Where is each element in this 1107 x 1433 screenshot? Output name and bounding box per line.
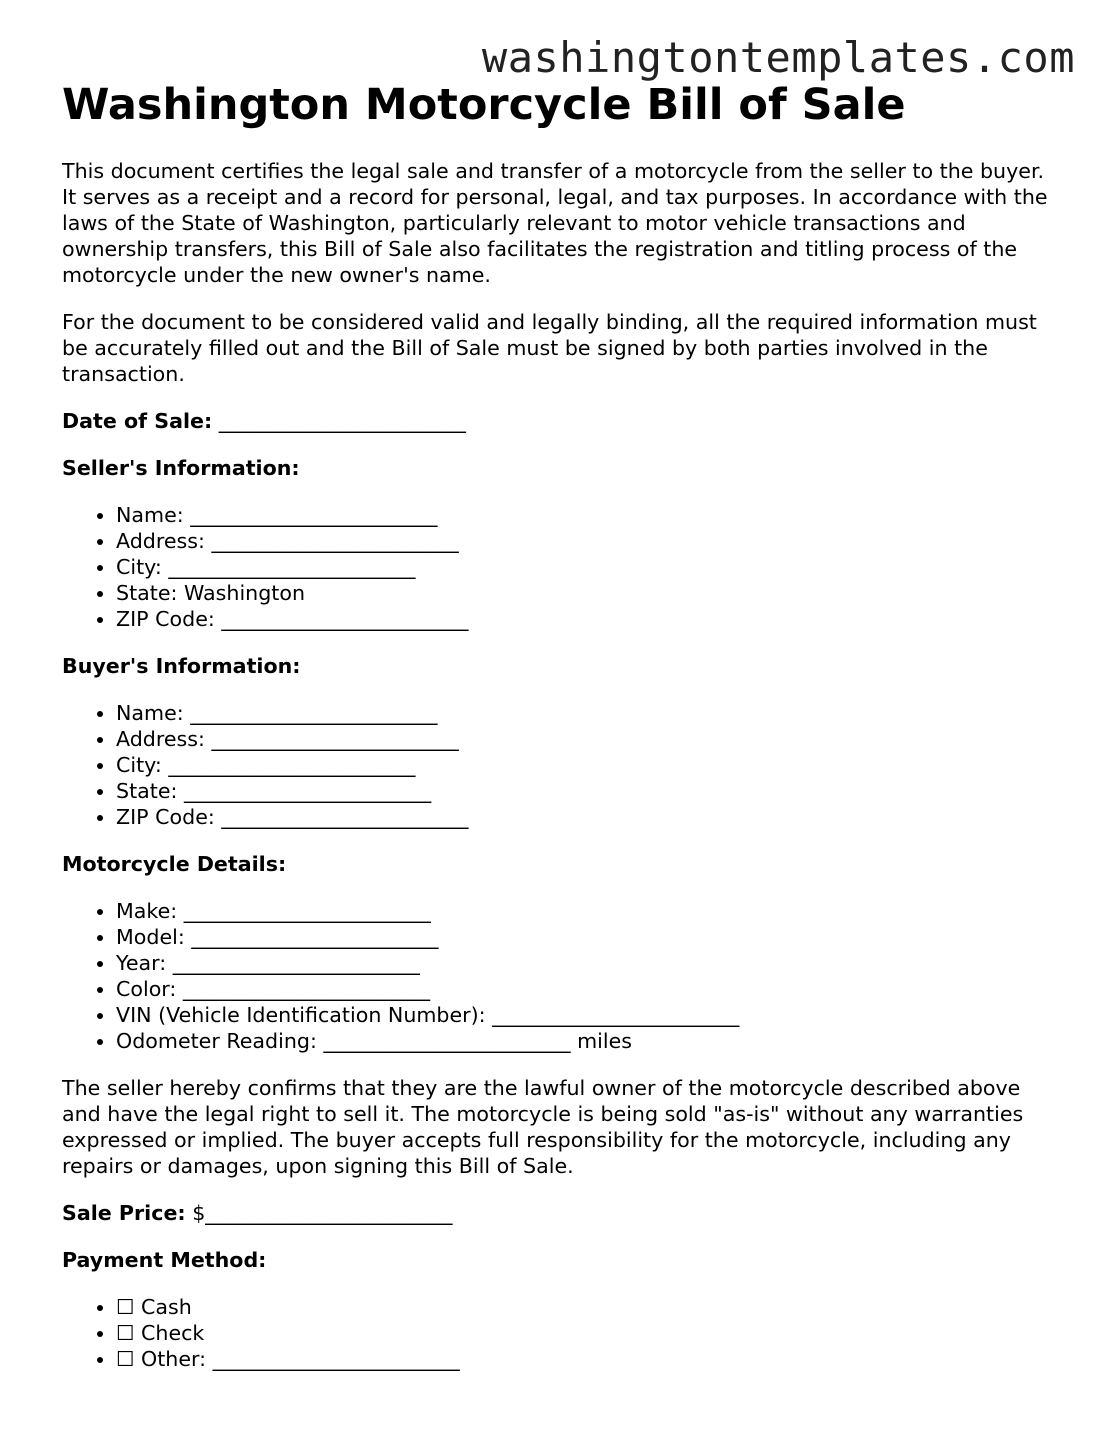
sale-price-blank: $________________________ bbox=[192, 1201, 453, 1225]
intro-paragraph-1: This document certifies the legal sale and transfer of a motorcycle from the seller to the buyer. It serves as a receipt and a record for personal, legal, and tax purposes. In accordance with the laws of the State of Washington, particularly relevant to motor vehicle transactions and ownership transfers, this Bill of Sale also facilitates the registration and titling process of the motorcycle under the new owner's name. bbox=[62, 159, 1048, 287]
motorcycle-year-item: • Year: ________________________ bbox=[116, 950, 1062, 976]
document-body bbox=[62, 76, 1062, 1372]
buyer-info-list bbox=[62, 700, 1062, 830]
date-of-sale-field bbox=[62, 408, 1062, 434]
motorcycle-details-list bbox=[62, 898, 1062, 1054]
payment-other-item: • ☐ Other: ________________________ bbox=[116, 1346, 1062, 1372]
document-title: Washington Motorcycle Bill of Sale bbox=[62, 80, 906, 130]
seller-zip-item: • ZIP Code: ________________________ bbox=[116, 606, 1062, 632]
buyer-city-item: • City: ________________________ bbox=[116, 752, 1062, 778]
buyer-address-item: • Address: ________________________ bbox=[116, 726, 1062, 752]
motorcycle-model-item: • Model: ________________________ bbox=[116, 924, 1062, 950]
seller-state-item: • State: Washington bbox=[116, 580, 1062, 606]
payment-heading: Payment Method: bbox=[62, 1248, 267, 1272]
payment-cash-item: • ☐ Cash bbox=[116, 1294, 1062, 1320]
buyer-state-item: • State: ________________________ bbox=[116, 778, 1062, 804]
buyer-zip-item: • ZIP Code: ________________________ bbox=[116, 804, 1062, 830]
seller-info-list bbox=[62, 502, 1062, 632]
buyer-name-item: • Name: ________________________ bbox=[116, 700, 1062, 726]
sale-price-field bbox=[62, 1200, 1062, 1226]
watermark: washingtontemplates.com bbox=[481, 33, 1075, 82]
seller-address-item: • Address: ________________________ bbox=[116, 528, 1062, 554]
motorcycle-heading: Motorcycle Details: bbox=[62, 852, 287, 876]
motorcycle-make-item: • Make: ________________________ bbox=[116, 898, 1062, 924]
motorcycle-color-item: • Color: ________________________ bbox=[116, 976, 1062, 1002]
seller-heading: Seller's Information: bbox=[62, 456, 300, 480]
intro-paragraph-2: For the document to be considered valid and legally binding, all the required information must be accurately filled out and the Bill of Sale must be signed by both parties involved in the transaction. bbox=[62, 310, 1037, 386]
seller-city-item: • City: ________________________ bbox=[116, 554, 1062, 580]
sale-price-label: Sale Price: bbox=[62, 1201, 186, 1225]
payment-check-item: • ☐ Check bbox=[116, 1320, 1062, 1346]
buyer-heading: Buyer's Information: bbox=[62, 654, 301, 678]
date-of-sale-blank: ________________________ bbox=[218, 409, 466, 433]
seller-name-item: • Name: ________________________ bbox=[116, 502, 1062, 528]
date-of-sale-label: Date of Sale: bbox=[62, 409, 213, 433]
payment-method-list bbox=[62, 1294, 1062, 1372]
closing-paragraph: The seller hereby confirms that they are the lawful owner of the motorcycle described above and have the legal right to sell it. The motorcycle is being sold "as-is" without any warranties expressed or implied. The buyer accepts full responsibility for the motorcycle, including any repairs or damages, upon signing this Bill of Sale. bbox=[62, 1076, 1024, 1178]
motorcycle-vin-item: • VIN (Vehicle Identification Number): ________________________ bbox=[116, 1002, 1062, 1028]
motorcycle-odometer-item: • Odometer Reading: ________________________ miles bbox=[116, 1028, 1062, 1054]
